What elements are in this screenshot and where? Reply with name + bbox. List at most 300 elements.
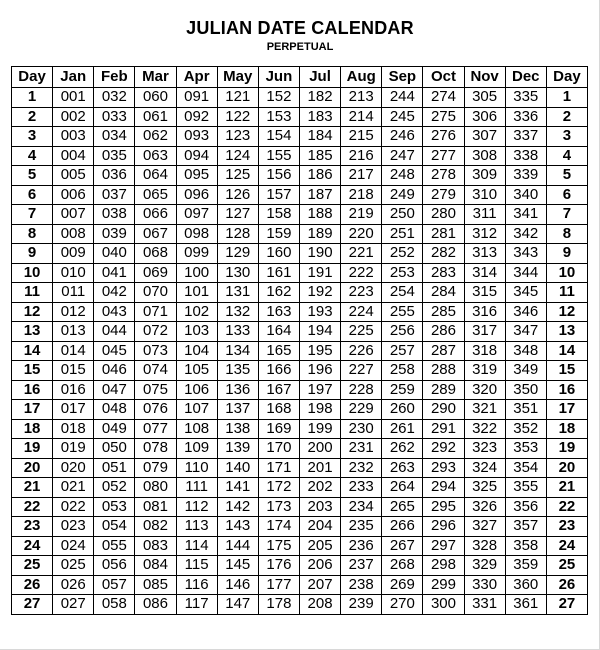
- julian-date-cell: 192: [299, 283, 340, 303]
- julian-date-cell: 018: [53, 419, 94, 439]
- julian-date-cell: 014: [53, 341, 94, 361]
- julian-date-cell: 066: [135, 205, 176, 225]
- julian-date-cell: 186: [299, 166, 340, 186]
- julian-date-cell: 139: [217, 439, 258, 459]
- day-cell: 26: [546, 575, 587, 595]
- julian-date-cell: 291: [423, 419, 464, 439]
- julian-date-cell: 008: [53, 224, 94, 244]
- julian-date-cell: 355: [505, 478, 546, 498]
- julian-date-cell: 044: [94, 322, 135, 342]
- julian-date-cell: 203: [299, 497, 340, 517]
- julian-date-cell: 099: [176, 244, 217, 264]
- julian-date-cell: 021: [53, 478, 94, 498]
- julian-date-cell: 064: [135, 166, 176, 186]
- julian-date-cell: 335: [505, 88, 546, 108]
- day-cell: 25: [546, 556, 587, 576]
- julian-date-cell: 017: [53, 400, 94, 420]
- day-cell: 5: [12, 166, 53, 186]
- julian-date-cell: 012: [53, 302, 94, 322]
- day-cell: 24: [546, 536, 587, 556]
- julian-date-cell: 097: [176, 205, 217, 225]
- julian-date-cell: 300: [423, 595, 464, 615]
- table-row: [12, 380, 588, 400]
- julian-date-cell: 322: [464, 419, 505, 439]
- julian-date-cell: 270: [382, 595, 423, 615]
- day-cell: 9: [12, 244, 53, 264]
- julian-date-cell: 299: [423, 575, 464, 595]
- julian-date-cell: 337: [505, 127, 546, 147]
- julian-date-cell: 356: [505, 497, 546, 517]
- julian-date-cell: 206: [299, 556, 340, 576]
- day-cell: 20: [12, 458, 53, 478]
- julian-date-cell: 152: [258, 88, 299, 108]
- julian-date-cell: 106: [176, 380, 217, 400]
- julian-date-cell: 314: [464, 263, 505, 283]
- julian-date-cell: 116: [176, 575, 217, 595]
- table-row: [12, 185, 588, 205]
- julian-date-cell: 082: [135, 517, 176, 537]
- julian-date-cell: 230: [341, 419, 382, 439]
- julian-date-cell: 307: [464, 127, 505, 147]
- julian-date-cell: 169: [258, 419, 299, 439]
- julian-date-cell: 318: [464, 341, 505, 361]
- julian-date-cell: 170: [258, 439, 299, 459]
- julian-date-cell: 123: [217, 127, 258, 147]
- julian-date-cell: 051: [94, 458, 135, 478]
- julian-date-cell: 101: [176, 283, 217, 303]
- day-cell: 4: [546, 146, 587, 166]
- julian-date-cell: 003: [53, 127, 94, 147]
- julian-date-cell: 143: [217, 517, 258, 537]
- julian-date-cell: 128: [217, 224, 258, 244]
- day-cell: 10: [12, 263, 53, 283]
- table-row: [12, 517, 588, 537]
- julian-date-cell: 010: [53, 263, 94, 283]
- julian-date-cell: 095: [176, 166, 217, 186]
- day-cell: 18: [546, 419, 587, 439]
- julian-date-cell: 214: [341, 107, 382, 127]
- julian-date-cell: 293: [423, 458, 464, 478]
- julian-date-cell: 174: [258, 517, 299, 537]
- julian-date-cell: 254: [382, 283, 423, 303]
- julian-date-cell: 281: [423, 224, 464, 244]
- day-cell: 1: [12, 88, 53, 108]
- julian-date-cell: 049: [94, 419, 135, 439]
- day-cell: 5: [546, 166, 587, 186]
- julian-date-cell: 146: [217, 575, 258, 595]
- julian-date-cell: 319: [464, 361, 505, 381]
- julian-date-cell: 025: [53, 556, 94, 576]
- julian-date-cell: 310: [464, 185, 505, 205]
- julian-date-cell: 041: [94, 263, 135, 283]
- julian-date-cell: 193: [299, 302, 340, 322]
- day-cell: 25: [12, 556, 53, 576]
- julian-date-cell: 077: [135, 419, 176, 439]
- julian-date-cell: 353: [505, 439, 546, 459]
- day-cell: 4: [12, 146, 53, 166]
- julian-date-cell: 279: [423, 185, 464, 205]
- table-row: [12, 478, 588, 498]
- julian-date-cell: 038: [94, 205, 135, 225]
- julian-date-cell: 124: [217, 146, 258, 166]
- julian-date-cell: 137: [217, 400, 258, 420]
- julian-date-cell: 039: [94, 224, 135, 244]
- julian-date-cell: 094: [176, 146, 217, 166]
- julian-date-cell: 352: [505, 419, 546, 439]
- julian-date-cell: 184: [299, 127, 340, 147]
- julian-date-cell: 005: [53, 166, 94, 186]
- julian-date-cell: 159: [258, 224, 299, 244]
- julian-date-cell: 331: [464, 595, 505, 615]
- julian-date-cell: 316: [464, 302, 505, 322]
- julian-date-cell: 259: [382, 380, 423, 400]
- julian-date-cell: 122: [217, 107, 258, 127]
- julian-date-cell: 065: [135, 185, 176, 205]
- julian-date-cell: 073: [135, 341, 176, 361]
- julian-date-cell: 327: [464, 517, 505, 537]
- column-header: May: [217, 67, 258, 88]
- julian-date-cell: 015: [53, 361, 94, 381]
- julian-date-cell: 160: [258, 244, 299, 264]
- column-header: Jul: [299, 67, 340, 88]
- julian-date-cell: 263: [382, 458, 423, 478]
- day-cell: 7: [546, 205, 587, 225]
- julian-date-cell: 357: [505, 517, 546, 537]
- julian-date-cell: 349: [505, 361, 546, 381]
- julian-date-cell: 102: [176, 302, 217, 322]
- julian-date-cell: 141: [217, 478, 258, 498]
- julian-date-cell: 081: [135, 497, 176, 517]
- julian-date-cell: 195: [299, 341, 340, 361]
- julian-date-cell: 083: [135, 536, 176, 556]
- julian-date-cell: 227: [341, 361, 382, 381]
- julian-date-cell: 274: [423, 88, 464, 108]
- julian-date-cell: 069: [135, 263, 176, 283]
- day-cell: 13: [546, 322, 587, 342]
- julian-date-cell: 127: [217, 205, 258, 225]
- day-cell: 17: [12, 400, 53, 420]
- table-row: [12, 166, 588, 186]
- day-cell: 23: [546, 517, 587, 537]
- julian-date-cell: 156: [258, 166, 299, 186]
- julian-date-cell: 043: [94, 302, 135, 322]
- julian-date-cell: 022: [53, 497, 94, 517]
- julian-date-cell: 177: [258, 575, 299, 595]
- julian-date-cell: 360: [505, 575, 546, 595]
- julian-date-cell: 034: [94, 127, 135, 147]
- day-cell: 15: [546, 361, 587, 381]
- column-header: Jan: [53, 67, 94, 88]
- julian-date-cell: 208: [299, 595, 340, 615]
- julian-date-cell: 267: [382, 536, 423, 556]
- julian-date-cell: 221: [341, 244, 382, 264]
- julian-date-cell: 078: [135, 439, 176, 459]
- julian-date-cell: 276: [423, 127, 464, 147]
- julian-date-cell: 323: [464, 439, 505, 459]
- julian-date-cell: 262: [382, 439, 423, 459]
- julian-date-cell: 050: [94, 439, 135, 459]
- julian-date-cell: 198: [299, 400, 340, 420]
- table-row: [12, 127, 588, 147]
- julian-date-cell: 282: [423, 244, 464, 264]
- julian-date-cell: 261: [382, 419, 423, 439]
- julian-date-cell: 130: [217, 263, 258, 283]
- day-cell: 22: [12, 497, 53, 517]
- julian-date-cell: 007: [53, 205, 94, 225]
- julian-date-cell: 330: [464, 575, 505, 595]
- julian-date-cell: 215: [341, 127, 382, 147]
- julian-date-cell: 346: [505, 302, 546, 322]
- julian-date-cell: 167: [258, 380, 299, 400]
- column-header: Dec: [505, 67, 546, 88]
- table-row: [12, 224, 588, 244]
- julian-date-cell: 309: [464, 166, 505, 186]
- table-row: [12, 419, 588, 439]
- julian-date-cell: 112: [176, 497, 217, 517]
- julian-date-cell: 024: [53, 536, 94, 556]
- column-header: Apr: [176, 67, 217, 88]
- julian-date-cell: 161: [258, 263, 299, 283]
- julian-date-cell: 006: [53, 185, 94, 205]
- table-row: [12, 556, 588, 576]
- julian-date-cell: 324: [464, 458, 505, 478]
- julian-date-cell: 326: [464, 497, 505, 517]
- julian-date-cell: 249: [382, 185, 423, 205]
- julian-date-cell: 358: [505, 536, 546, 556]
- julian-date-cell: 290: [423, 400, 464, 420]
- julian-date-cell: 107: [176, 400, 217, 420]
- julian-date-cell: 105: [176, 361, 217, 381]
- julian-date-cell: 183: [299, 107, 340, 127]
- julian-date-cell: 091: [176, 88, 217, 108]
- day-cell: 12: [12, 302, 53, 322]
- julian-date-cell: 129: [217, 244, 258, 264]
- julian-date-cell: 207: [299, 575, 340, 595]
- julian-date-cell: 117: [176, 595, 217, 615]
- julian-date-cell: 061: [135, 107, 176, 127]
- table-row: [12, 205, 588, 225]
- julian-date-cell: 220: [341, 224, 382, 244]
- julian-date-cell: 068: [135, 244, 176, 264]
- julian-date-cell: 305: [464, 88, 505, 108]
- julian-date-cell: 056: [94, 556, 135, 576]
- julian-date-cell: 072: [135, 322, 176, 342]
- julian-date-cell: 115: [176, 556, 217, 576]
- julian-date-cell: 312: [464, 224, 505, 244]
- julian-date-cell: 013: [53, 322, 94, 342]
- julian-date-cell: 201: [299, 458, 340, 478]
- julian-date-cell: 145: [217, 556, 258, 576]
- julian-date-cell: 046: [94, 361, 135, 381]
- julian-date-cell: 222: [341, 263, 382, 283]
- julian-date-cell: 092: [176, 107, 217, 127]
- julian-date-cell: 100: [176, 263, 217, 283]
- julian-date-cell: 185: [299, 146, 340, 166]
- page-subtitle: PERPETUAL: [266, 41, 334, 53]
- julian-date-cell: 338: [505, 146, 546, 166]
- day-cell: 12: [546, 302, 587, 322]
- julian-date-cell: 070: [135, 283, 176, 303]
- day-cell: 10: [546, 263, 587, 283]
- julian-date-cell: 219: [341, 205, 382, 225]
- julian-date-cell: 047: [94, 380, 135, 400]
- julian-date-cell: 351: [505, 400, 546, 420]
- julian-date-cell: 054: [94, 517, 135, 537]
- julian-date-cell: 075: [135, 380, 176, 400]
- column-header: Sep: [382, 67, 423, 88]
- julian-date-cell: 228: [341, 380, 382, 400]
- table-row: [12, 595, 588, 615]
- julian-date-cell: 136: [217, 380, 258, 400]
- julian-date-cell: 045: [94, 341, 135, 361]
- julian-date-cell: 317: [464, 322, 505, 342]
- julian-date-cell: 197: [299, 380, 340, 400]
- julian-date-cell: 345: [505, 283, 546, 303]
- julian-date-cell: 172: [258, 478, 299, 498]
- table-row: [12, 341, 588, 361]
- day-cell: 3: [12, 127, 53, 147]
- day-cell: 7: [12, 205, 53, 225]
- julian-date-cell: 244: [382, 88, 423, 108]
- julian-date-cell: 187: [299, 185, 340, 205]
- day-cell: 2: [12, 107, 53, 127]
- day-cell: 6: [12, 185, 53, 205]
- column-header: Aug: [341, 67, 382, 88]
- julian-date-cell: 158: [258, 205, 299, 225]
- day-cell: 16: [546, 380, 587, 400]
- julian-date-cell: 140: [217, 458, 258, 478]
- julian-date-cell: 295: [423, 497, 464, 517]
- julian-date-cell: 297: [423, 536, 464, 556]
- julian-date-cell: 232: [341, 458, 382, 478]
- julian-date-cell: 205: [299, 536, 340, 556]
- julian-date-cell: 098: [176, 224, 217, 244]
- julian-date-cell: 062: [135, 127, 176, 147]
- column-header: Oct: [423, 67, 464, 88]
- julian-date-cell: 057: [94, 575, 135, 595]
- day-cell: 20: [546, 458, 587, 478]
- julian-date-cell: 277: [423, 146, 464, 166]
- julian-date-cell: 247: [382, 146, 423, 166]
- julian-date-cell: 217: [341, 166, 382, 186]
- julian-date-cell: 165: [258, 341, 299, 361]
- julian-date-cell: 104: [176, 341, 217, 361]
- julian-date-cell: 260: [382, 400, 423, 420]
- julian-date-cell: 348: [505, 341, 546, 361]
- day-cell: 16: [12, 380, 53, 400]
- julian-date-cell: 033: [94, 107, 135, 127]
- julian-date-cell: 144: [217, 536, 258, 556]
- julian-date-cell: 076: [135, 400, 176, 420]
- julian-date-cell: 194: [299, 322, 340, 342]
- table-row: [12, 107, 588, 127]
- julian-date-cell: 026: [53, 575, 94, 595]
- julian-date-cell: 125: [217, 166, 258, 186]
- julian-date-cell: 347: [505, 322, 546, 342]
- julian-date-cell: 233: [341, 478, 382, 498]
- julian-date-cell: 084: [135, 556, 176, 576]
- table-row: [12, 400, 588, 420]
- column-header: Day: [12, 67, 53, 88]
- julian-date-cell: 224: [341, 302, 382, 322]
- julian-date-cell: 354: [505, 458, 546, 478]
- day-cell: 23: [12, 517, 53, 537]
- julian-date-cell: 238: [341, 575, 382, 595]
- julian-date-cell: 108: [176, 419, 217, 439]
- julian-date-cell: 135: [217, 361, 258, 381]
- julian-date-cell: 306: [464, 107, 505, 127]
- julian-date-cell: 235: [341, 517, 382, 537]
- julian-date-cell: 258: [382, 361, 423, 381]
- table-row: [12, 88, 588, 108]
- julian-date-cell: 278: [423, 166, 464, 186]
- julian-date-cell: 134: [217, 341, 258, 361]
- julian-date-cell: 023: [53, 517, 94, 537]
- julian-date-cell: 001: [53, 88, 94, 108]
- julian-date-cell: 182: [299, 88, 340, 108]
- julian-date-cell: 250: [382, 205, 423, 225]
- day-cell: 1: [546, 88, 587, 108]
- julian-date-cell: 162: [258, 283, 299, 303]
- day-cell: 26: [12, 575, 53, 595]
- julian-date-cell: 289: [423, 380, 464, 400]
- julian-date-cell: 321: [464, 400, 505, 420]
- table-row: [12, 263, 588, 283]
- julian-date-cell: 294: [423, 478, 464, 498]
- julian-date-cell: 328: [464, 536, 505, 556]
- julian-date-cell: 132: [217, 302, 258, 322]
- julian-date-cell: 200: [299, 439, 340, 459]
- julian-date-cell: 040: [94, 244, 135, 264]
- page-title: JULIAN DATE CALENDAR: [186, 18, 414, 38]
- column-header: Feb: [94, 67, 135, 88]
- julian-date-cell: 178: [258, 595, 299, 615]
- julian-date-cell: 284: [423, 283, 464, 303]
- table-row: [12, 146, 588, 166]
- julian-date-cell: 252: [382, 244, 423, 264]
- julian-date-cell: 320: [464, 380, 505, 400]
- julian-date-cell: 286: [423, 322, 464, 342]
- julian-date-cell: 265: [382, 497, 423, 517]
- julian-date-cell: 131: [217, 283, 258, 303]
- julian-date-cell: 280: [423, 205, 464, 225]
- julian-date-cell: 142: [217, 497, 258, 517]
- julian-date-cell: 234: [341, 497, 382, 517]
- julian-date-cell: 266: [382, 517, 423, 537]
- table-row: [12, 497, 588, 517]
- day-cell: 22: [546, 497, 587, 517]
- julian-date-cell: 202: [299, 478, 340, 498]
- julian-date-cell: 020: [53, 458, 94, 478]
- julian-date-cell: 048: [94, 400, 135, 420]
- julian-date-cell: 060: [135, 88, 176, 108]
- julian-date-cell: 154: [258, 127, 299, 147]
- julian-date-cell: 311: [464, 205, 505, 225]
- julian-date-cell: 157: [258, 185, 299, 205]
- julian-date-cell: 067: [135, 224, 176, 244]
- day-cell: 3: [546, 127, 587, 147]
- julian-date-cell: 204: [299, 517, 340, 537]
- julian-date-cell: 196: [299, 361, 340, 381]
- julian-date-cell: 074: [135, 361, 176, 381]
- day-cell: 18: [12, 419, 53, 439]
- day-cell: 14: [12, 341, 53, 361]
- day-cell: 14: [546, 341, 587, 361]
- day-cell: 17: [546, 400, 587, 420]
- julian-date-cell: 325: [464, 478, 505, 498]
- julian-date-cell: 042: [94, 283, 135, 303]
- day-cell: 27: [12, 595, 53, 615]
